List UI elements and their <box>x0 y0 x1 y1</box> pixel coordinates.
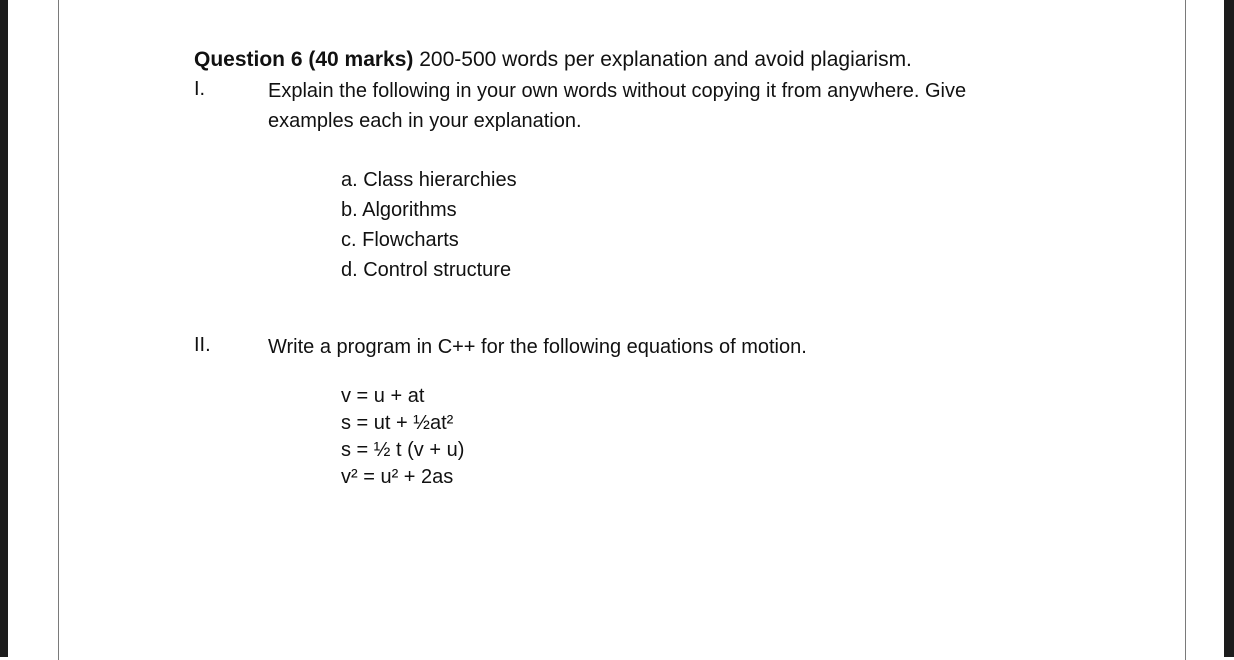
equations-of-motion <box>341 383 464 491</box>
list-item: c. Flowcharts <box>341 229 459 251</box>
equation: v = u + at <box>341 385 425 407</box>
equation: s = ½ t (v + u) <box>341 439 465 461</box>
part-1-text-line-2: examples each in your explanation. <box>268 110 582 132</box>
equation: v² = u² + 2as <box>341 466 454 488</box>
equation: s = ut + ½at² <box>341 412 454 434</box>
list-item: d. Control structure <box>341 259 512 281</box>
question-title: Question 6 (40 marks) <box>194 48 414 71</box>
part-1-text-line-1: Explain the following in your own words without copying it from anywhere. Give <box>268 80 967 102</box>
right-screen-edge <box>1224 0 1234 657</box>
question-heading <box>194 48 912 72</box>
list-item: b. Algorithms <box>341 199 457 221</box>
part-1-text <box>268 76 966 136</box>
question-instructions: 200-500 words per explanation and avoid plagiarism. <box>413 48 912 71</box>
topic-list <box>341 165 517 285</box>
part-1-numeral: I. <box>194 78 206 100</box>
part-2-text: Write a program in C++ for the following equations of motion. <box>268 336 807 358</box>
left-screen-edge <box>0 0 8 657</box>
part-2-numeral: II. <box>194 334 211 356</box>
list-item: a. Class hierarchies <box>341 169 517 191</box>
